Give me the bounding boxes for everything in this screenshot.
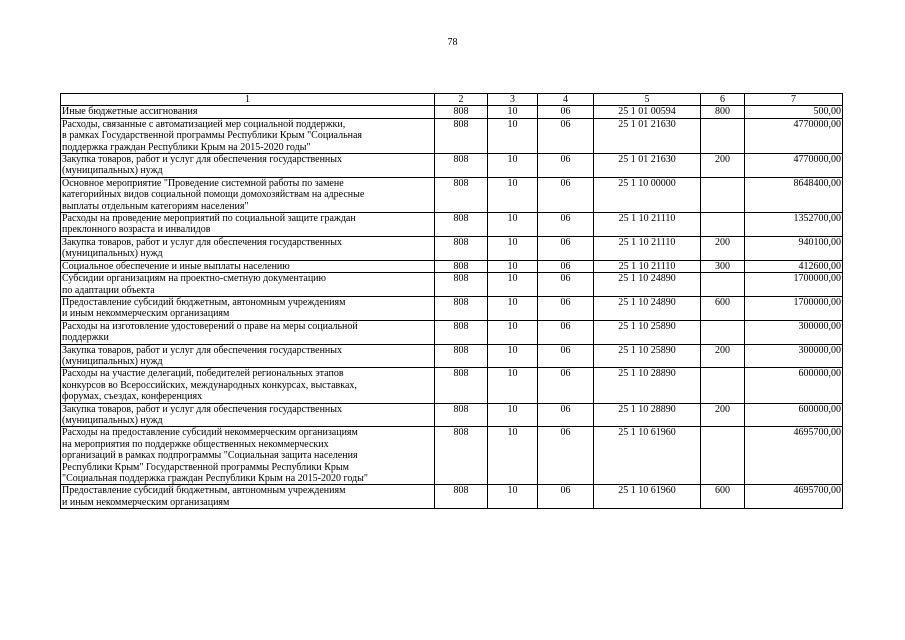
admin-code-cell: 808	[435, 177, 488, 212]
header-cell-1: 1	[61, 94, 435, 106]
target-article-cell: 25 1 10 21110	[594, 260, 701, 272]
description-cell: Иные бюджетные ассигнования	[61, 106, 435, 118]
section-cell: 10	[488, 236, 538, 260]
expense-type-cell: 200	[701, 403, 745, 427]
description-cell: Предоставление субсидий бюджетным, автономным учреждениям и иным некоммерческим организациям	[61, 485, 435, 509]
section-cell: 10	[488, 118, 538, 153]
table-row	[61, 485, 843, 509]
admin-code-cell: 808	[435, 296, 488, 320]
target-article-cell: 25 1 01 21630	[594, 118, 701, 153]
admin-code-cell: 808	[435, 427, 488, 485]
admin-code-cell: 808	[435, 260, 488, 272]
admin-code-cell: 808	[435, 485, 488, 509]
expense-type-cell	[701, 213, 745, 237]
amount-cell: 1700000,00	[745, 296, 843, 320]
subsection-cell: 06	[538, 403, 594, 427]
description-cell: Расходы на изготовление удостоверений о праве на меры социальной поддержки	[61, 320, 435, 344]
amount-cell: 1700000,00	[745, 273, 843, 297]
section-cell: 10	[488, 403, 538, 427]
header-row	[61, 94, 843, 106]
admin-code-cell: 808	[435, 403, 488, 427]
section-cell: 10	[488, 427, 538, 485]
target-article-cell: 25 1 10 21110	[594, 213, 701, 237]
subsection-cell: 06	[538, 236, 594, 260]
admin-code-cell: 808	[435, 118, 488, 153]
table-row	[61, 296, 843, 320]
header-cell-4: 4	[538, 94, 594, 106]
amount-cell: 4695700,00	[745, 427, 843, 485]
table-row	[61, 177, 843, 212]
header-cell-3: 3	[488, 94, 538, 106]
target-article-cell: 25 1 10 24890	[594, 296, 701, 320]
header-cell-6: 6	[701, 94, 745, 106]
section-cell: 10	[488, 106, 538, 118]
subsection-cell: 06	[538, 118, 594, 153]
expense-type-cell: 800	[701, 106, 745, 118]
table-row	[61, 368, 843, 403]
expense-type-cell	[701, 177, 745, 212]
target-article-cell: 25 1 10 21110	[594, 236, 701, 260]
admin-code-cell: 808	[435, 154, 488, 178]
target-article-cell: 25 1 01 00594	[594, 106, 701, 118]
table-row	[61, 273, 843, 297]
table-row	[61, 344, 843, 368]
admin-code-cell: 808	[435, 236, 488, 260]
subsection-cell: 06	[538, 427, 594, 485]
target-article-cell: 25 1 10 25890	[594, 344, 701, 368]
description-cell: Расходы на участие делегаций, победителей региональных этапов конкурсов во Всероссийских, международных конкурсах, выставках, форумах, съездах, конференциях	[61, 368, 435, 403]
description-cell: Расходы, связанные с автоматизацией мер социальной поддержки, в рамках Государственной программы Республики Крым "Социальная поддержка граждан Республики Крым на 2015-2020 годы"	[61, 118, 435, 153]
expense-type-cell: 600	[701, 296, 745, 320]
admin-code-cell: 808	[435, 106, 488, 118]
description-cell: Закупка товаров, работ и услуг для обеспечения государственных (муниципальных) нужд	[61, 344, 435, 368]
expense-type-cell	[701, 118, 745, 153]
description-cell: Закупка товаров, работ и услуг для обеспечения государственных (муниципальных) нужд	[61, 403, 435, 427]
table-row	[61, 236, 843, 260]
subsection-cell: 06	[538, 296, 594, 320]
subsection-cell: 06	[538, 260, 594, 272]
header-cell-7: 7	[745, 94, 843, 106]
amount-cell: 300000,00	[745, 344, 843, 368]
subsection-cell: 06	[538, 154, 594, 178]
description-cell: Закупка товаров, работ и услуг для обеспечения государственных (муниципальных) нужд	[61, 236, 435, 260]
table-body	[61, 106, 843, 509]
description-cell: Основное мероприятие "Проведение системной работы по замене категорийных видов социальной помощи домохозяйствам на адресные выплаты отдельным категориям населения"	[61, 177, 435, 212]
table-row	[61, 118, 843, 153]
target-article-cell: 25 1 10 61960	[594, 485, 701, 509]
section-cell: 10	[488, 154, 538, 178]
expense-type-cell: 200	[701, 236, 745, 260]
target-article-cell: 25 1 01 21630	[594, 154, 701, 178]
expense-type-cell: 600	[701, 485, 745, 509]
target-article-cell: 25 1 10 28890	[594, 403, 701, 427]
section-cell: 10	[488, 320, 538, 344]
header-cell-5: 5	[594, 94, 701, 106]
section-cell: 10	[488, 177, 538, 212]
target-article-cell: 25 1 10 61960	[594, 427, 701, 485]
table-row	[61, 320, 843, 344]
description-cell: Субсидии организациям на проектно-сметную документацию по адаптации объекта	[61, 273, 435, 297]
admin-code-cell: 808	[435, 213, 488, 237]
subsection-cell: 06	[538, 213, 594, 237]
amount-cell: 8648400,00	[745, 177, 843, 212]
table-row	[61, 403, 843, 427]
table-row	[61, 427, 843, 485]
amount-cell: 600000,00	[745, 368, 843, 403]
table-row	[61, 106, 843, 118]
table-row	[61, 260, 843, 272]
target-article-cell: 25 1 10 25890	[594, 320, 701, 344]
expense-type-cell	[701, 368, 745, 403]
header-cell-2: 2	[435, 94, 488, 106]
table-row	[61, 154, 843, 178]
expense-type-cell	[701, 427, 745, 485]
admin-code-cell: 808	[435, 273, 488, 297]
amount-cell: 4770000,00	[745, 118, 843, 153]
subsection-cell: 06	[538, 273, 594, 297]
target-article-cell: 25 1 10 28890	[594, 368, 701, 403]
subsection-cell: 06	[538, 106, 594, 118]
target-article-cell: 25 1 10 00000	[594, 177, 701, 212]
expense-type-cell	[701, 320, 745, 344]
page-number: 78	[447, 37, 458, 48]
amount-cell: 600000,00	[745, 403, 843, 427]
expense-type-cell: 300	[701, 260, 745, 272]
expense-type-cell	[701, 273, 745, 297]
section-cell: 10	[488, 368, 538, 403]
section-cell: 10	[488, 213, 538, 237]
subsection-cell: 06	[538, 177, 594, 212]
subsection-cell: 06	[538, 344, 594, 368]
description-cell: Закупка товаров, работ и услуг для обеспечения государственных (муниципальных) нужд	[61, 154, 435, 178]
admin-code-cell: 808	[435, 344, 488, 368]
description-cell: Расходы на предоставление субсидий некоммерческим организациям на мероприятия по поддержке общественных некоммерческих организаций в рамках подпрограммы "Социальная защита населения Республики Крым" Государственной программы Республики Крым "Социальная поддержка граждан Республики Крым на 2015-2020 годы"	[61, 427, 435, 485]
description-cell: Социальное обеспечение и иные выплаты населению	[61, 260, 435, 272]
section-cell: 10	[488, 273, 538, 297]
budget-table	[60, 93, 843, 509]
amount-cell: 500,00	[745, 106, 843, 118]
subsection-cell: 06	[538, 320, 594, 344]
amount-cell: 4770000,00	[745, 154, 843, 178]
description-cell: Предоставление субсидий бюджетным, автономным учреждениям и иным некоммерческим организациям	[61, 296, 435, 320]
subsection-cell: 06	[538, 485, 594, 509]
expense-type-cell: 200	[701, 154, 745, 178]
table-row	[61, 213, 843, 237]
amount-cell: 1352700,00	[745, 213, 843, 237]
section-cell: 10	[488, 260, 538, 272]
target-article-cell: 25 1 10 24890	[594, 273, 701, 297]
admin-code-cell: 808	[435, 320, 488, 344]
amount-cell: 4695700,00	[745, 485, 843, 509]
expense-type-cell: 200	[701, 344, 745, 368]
amount-cell: 940100,00	[745, 236, 843, 260]
section-cell: 10	[488, 485, 538, 509]
subsection-cell: 06	[538, 368, 594, 403]
amount-cell: 412600,00	[745, 260, 843, 272]
section-cell: 10	[488, 296, 538, 320]
description-cell: Расходы на проведение мероприятий по социальной защите граждан преклонного возраста и инвалидов	[61, 213, 435, 237]
amount-cell: 300000,00	[745, 320, 843, 344]
section-cell: 10	[488, 344, 538, 368]
admin-code-cell: 808	[435, 368, 488, 403]
